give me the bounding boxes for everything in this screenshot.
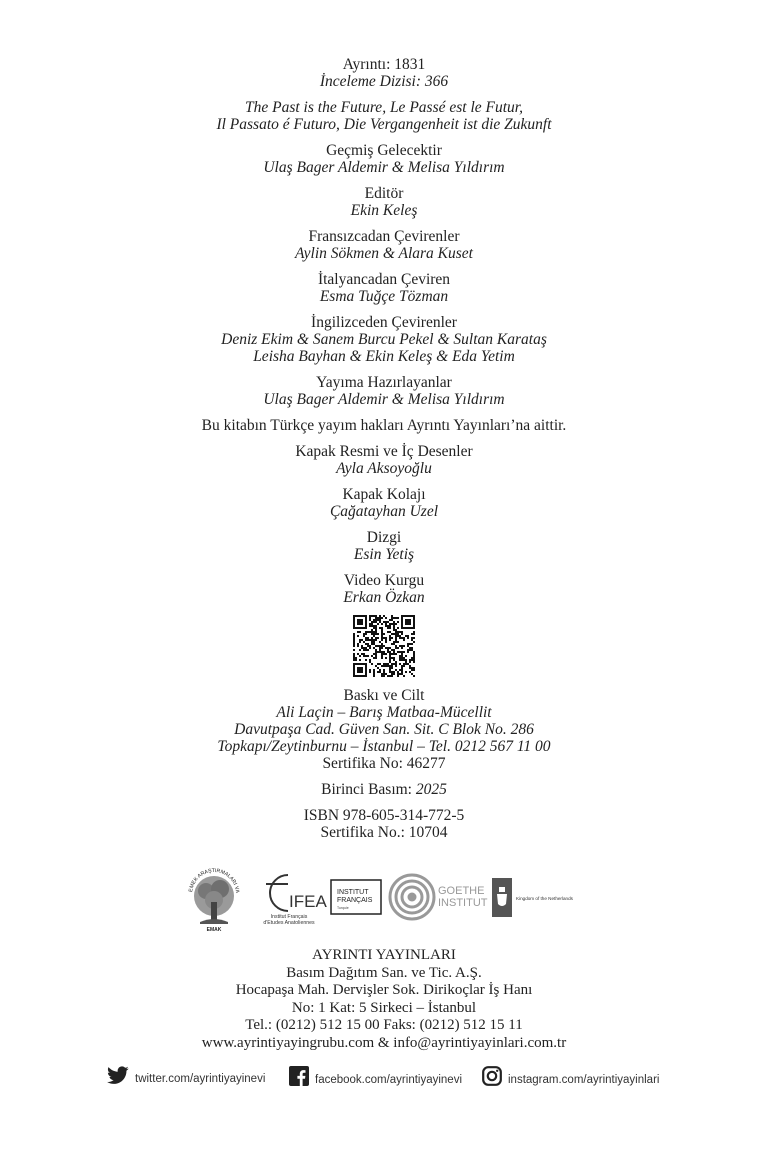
ifea-line2: d'Etudes Anatoliennes <box>263 920 315 926</box>
printing-line3: Topkapı/Zeytinburnu – İstanbul – Tel. 0212 567 11 00 <box>217 738 551 755</box>
institut-line1: INSTITUT <box>337 889 369 896</box>
instagram-link[interactable] <box>482 1066 659 1086</box>
publisher-line5[interactable]: www.ayrintiyayingrubu.com & info@ayrintiyayinlari.com.tr <box>201 1034 567 1051</box>
emak-logo <box>186 864 242 934</box>
instagram-icon <box>482 1066 502 1086</box>
social-links <box>0 1066 768 1090</box>
cover-collage-name: Çağatayhan Uzel <box>329 503 439 520</box>
netherlands-text: Kingdom of the Netherlands <box>516 896 573 901</box>
institut-francais-logo <box>330 879 382 915</box>
french-translators-names: Aylin Sökmen & Alara Kuset <box>295 245 473 262</box>
publisher-line4: Tel.: (0212) 512 15 00 Faks: (0212) 512 15 11 <box>245 1017 523 1033</box>
ifea-line1: Institut Français <box>270 914 308 920</box>
twitter-link[interactable] <box>107 1066 265 1085</box>
video-role: Video Kurgu <box>343 572 425 589</box>
turkish-title-block <box>0 142 768 176</box>
italian-translator-block <box>0 271 768 305</box>
original-title-line2: Il Passato é Futuro, Die Vergangenheit ist die Zukunft <box>216 116 552 133</box>
isbn-certificate: Sertifika No.: 10704 <box>320 824 448 841</box>
netherlands-logo <box>492 878 588 918</box>
publisher-series: Ayrıntı: 1831 <box>342 56 426 73</box>
facebook-icon <box>289 1066 309 1086</box>
rights-block <box>0 417 768 434</box>
printing-block <box>0 687 768 772</box>
printing-line2: Davutpaşa Cad. Güven San. Sit. C Blok No. 286 <box>234 721 534 738</box>
first-edition-block <box>0 781 768 798</box>
series-block <box>0 56 768 90</box>
english-translators-names-2: Leisha Bayhan & Ekin Keleş & Eda Yetim <box>253 348 515 365</box>
typesetting-name: Esin Yetiş <box>353 546 415 563</box>
editor-role: Editör <box>364 185 404 202</box>
sub-series: İnceleme Dizisi: 366 <box>319 73 449 90</box>
typesetting-block <box>0 529 768 563</box>
english-translators-names-1: Deniz Ekim & Sanem Burcu Pekel & Sultan Karataş <box>221 331 547 348</box>
twitter-bird-icon <box>107 1066 129 1085</box>
italian-translator-names: Esma Tuğçe Tözman <box>319 288 449 305</box>
emak-arc-text: EMEK ARAŞTIRMALARI VA <box>188 867 241 894</box>
isbn: ISBN 978-605-314-772-5 <box>303 807 465 824</box>
emak-short: EMAK <box>206 927 222 933</box>
publisher-name: AYRINTI YAYINLARI <box>312 947 456 963</box>
sponsor-logos <box>0 864 768 934</box>
video-block <box>0 572 768 606</box>
instagram-handle: instagram.com/ayrintiyayinlari <box>508 1074 660 1086</box>
facebook-link[interactable] <box>289 1066 462 1086</box>
ifea-logo <box>258 872 327 928</box>
italian-translator-role: İtalyancadan Çeviren <box>317 271 451 288</box>
first-edition-year: 2025 <box>415 781 447 798</box>
publisher-block <box>0 947 768 1052</box>
first-edition <box>0 781 768 798</box>
turkish-title-authors: Ulaş Bager Aldemir & Melisa Yıldırım <box>263 159 505 176</box>
printing-certificate: Sertifika No: 46277 <box>322 755 446 772</box>
cover-collage-block <box>0 486 768 520</box>
cover-art-name: Ayla Aksoyoğlu <box>336 460 432 477</box>
typesetting-role: Dizgi <box>366 529 402 546</box>
original-title-line1: The Past is the Future, Le Passé est le Futur, <box>245 99 523 116</box>
institut-line2: FRANÇAIS <box>337 897 373 904</box>
preparers-role: Yayıma Hazırlayanlar <box>316 374 452 391</box>
editor-name: Ekin Keleş <box>350 202 418 219</box>
preparers-block <box>0 374 768 408</box>
colophon <box>0 56 768 850</box>
goethe-line1: GOETHE <box>438 885 485 897</box>
first-edition-label: Birinci Basım: <box>321 781 412 798</box>
printing-role: Baskı ve Cilt <box>343 687 425 704</box>
english-translators-block <box>0 314 768 365</box>
institut-sub: Turquie <box>337 906 349 910</box>
cover-collage-role: Kapak Kolajı <box>342 486 426 503</box>
twitter-handle: twitter.com/ayrintiyayinevi <box>135 1073 266 1085</box>
isbn-block <box>0 807 768 841</box>
ifea-mark: IFEA <box>289 892 327 911</box>
publisher-line1: Basım Dağıtım San. ve Tic. A.Ş. <box>286 964 482 981</box>
original-title-block <box>0 99 768 133</box>
french-translators-block <box>0 228 768 262</box>
cover-art-block <box>0 443 768 477</box>
rights-statement: Bu kitabın Türkçe yayım hakları Ayrıntı Yayınları’na aittir. <box>201 417 567 434</box>
publisher-line2: Hocapaşa Mah. Dervişler Sok. Dirikoçlar İş Hanı <box>235 982 533 998</box>
qr-code[interactable] <box>353 615 415 677</box>
french-translators-role: Fransızcadan Çevirenler <box>308 228 460 245</box>
publisher-line3: No: 1 Kat: 5 Sirkeci – İstanbul <box>291 999 477 1016</box>
turkish-title: Geçmiş Gelecektir <box>326 142 442 159</box>
video-name: Erkan Özkan <box>343 589 425 606</box>
goethe-line2: INSTITUT <box>438 897 488 909</box>
english-translators-role: İngilizceden Çevirenler <box>311 314 457 331</box>
printing-line1: Ali Laçin – Barış Matbaa-Mücellit <box>276 704 492 721</box>
editor-block <box>0 185 768 219</box>
cover-art-role: Kapak Resmi ve İç Desenler <box>295 443 473 460</box>
facebook-handle: facebook.com/ayrintiyayinevi <box>315 1074 463 1086</box>
goethe-institut-logo <box>388 872 486 922</box>
preparers-names: Ulaş Bager Aldemir & Melisa Yıldırım <box>263 391 505 408</box>
